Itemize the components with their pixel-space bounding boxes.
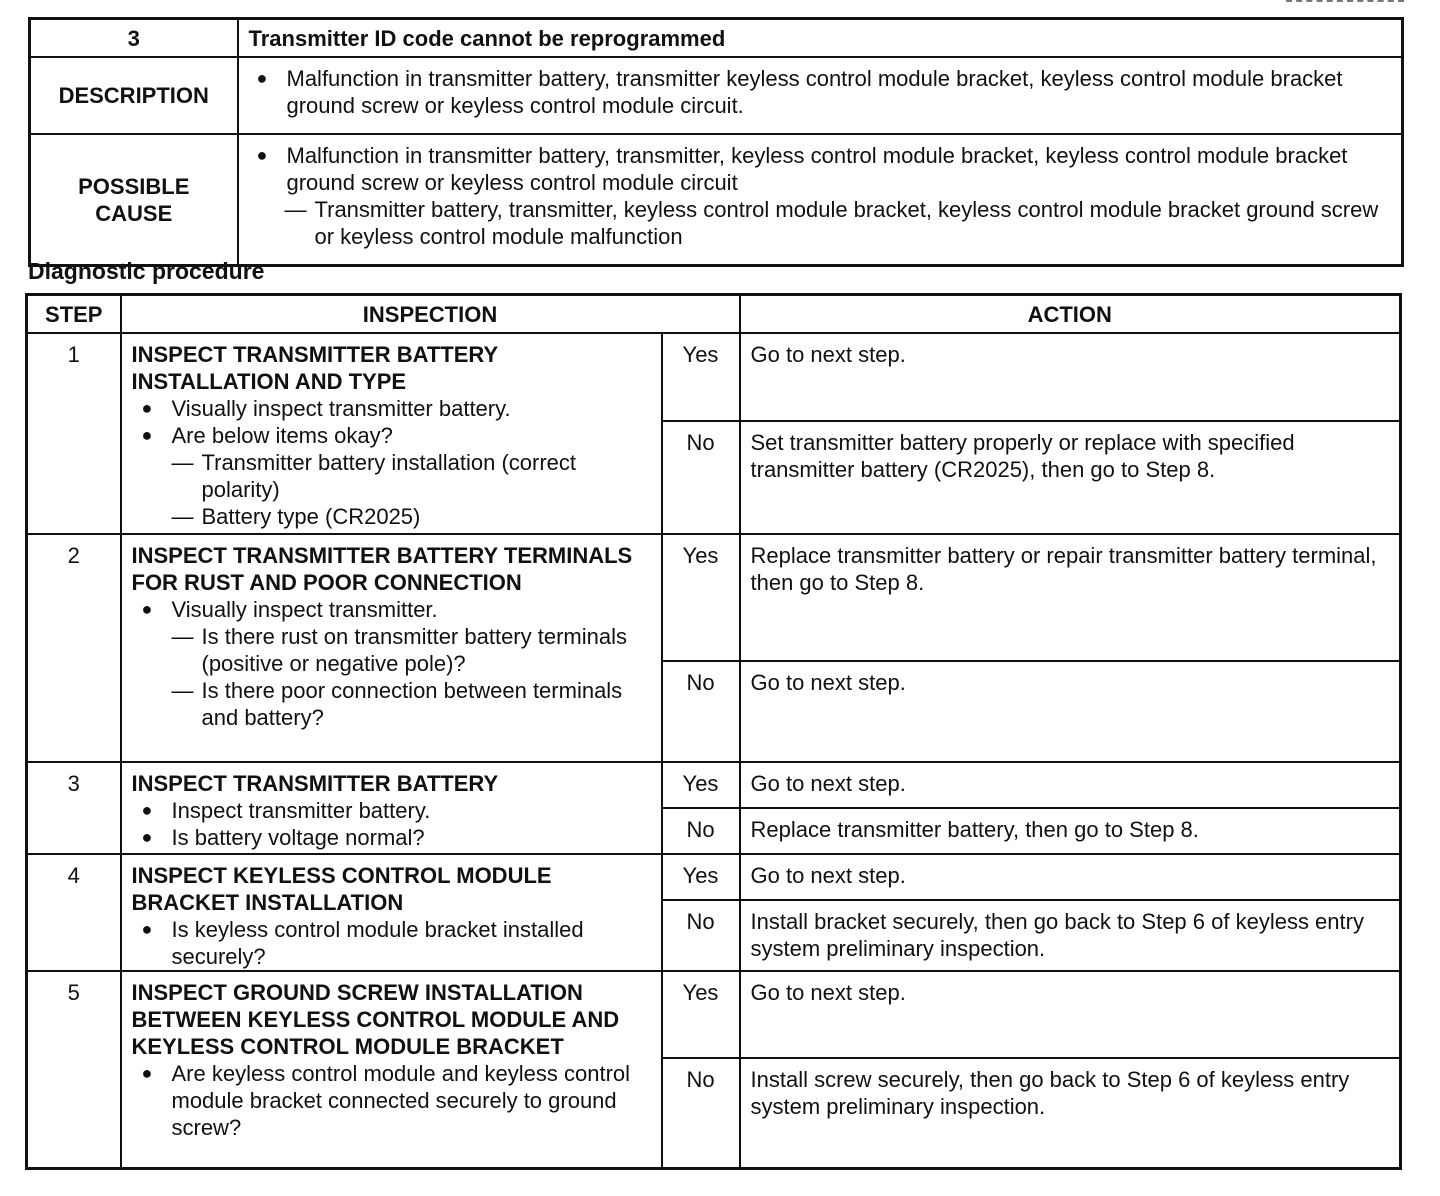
dash-icon: — <box>171 678 194 703</box>
inspection-subitem-text: Is there rust on transmitter battery terminals (positive or negative pole)? <box>201 624 627 676</box>
no-action: Go to next step. <box>740 661 1401 762</box>
inspection-subitem <box>132 677 653 731</box>
description-bullet <box>257 65 1392 119</box>
inspection-bullet <box>132 1060 653 1141</box>
bullet-icon: ● <box>141 827 153 847</box>
inspection-bullet-text: Is battery voltage normal? <box>171 825 425 850</box>
inspection-cell <box>121 534 662 762</box>
inspection-bullet-text: Visually inspect transmitter. <box>171 597 438 622</box>
table-row <box>27 762 1401 808</box>
inspection-bullet <box>132 395 653 422</box>
bullet-icon: ● <box>141 398 153 418</box>
possible-cause-label-line-2: CAUSE <box>95 200 173 226</box>
no-action: Install screw securely, then go back to Step 6 of keyless entry system preliminary inspection. <box>740 1058 1401 1168</box>
inspection-bullet <box>132 797 653 824</box>
inspection-heading: INSPECT TRANSMITTER BATTERY INSTALLATION AND TYPE <box>131 342 498 394</box>
inspection-heading: INSPECT GROUND SCREW INSTALLATION BETWEEN KEYLESS CONTROL MODULE AND KEYLESS CONTROL MODULE BRACKET <box>131 980 620 1059</box>
step-number: 3 <box>27 762 121 854</box>
dash-icon: — <box>171 504 194 529</box>
bullet-icon: ● <box>141 599 153 619</box>
inspection-subitem <box>132 623 653 677</box>
inspection-heading: INSPECT TRANSMITTER BATTERY <box>131 771 499 796</box>
page-corner-mark <box>1286 0 1404 5</box>
fault-info-table <box>28 17 1404 267</box>
description-text: Malfunction in transmitter battery, transmitter keyless control module bracket, keyless control module bracket ground screw or keyless control module circuit. <box>286 66 1343 118</box>
inspection-bullet-text: Visually inspect transmitter battery. <box>171 396 511 421</box>
no-action: Set transmitter battery properly or replace with specified transmitter battery (CR2025), then go to Step 8. <box>740 421 1401 534</box>
inspection-subitem-text: Is there poor connection between terminals and battery? <box>201 678 623 730</box>
description-row <box>30 57 1403 134</box>
fault-header-row <box>30 19 1403 58</box>
no-label: No <box>662 808 740 854</box>
cause-subitem <box>257 196 1392 250</box>
bullet-icon: ● <box>141 1063 153 1083</box>
yes-action: Go to next step. <box>740 971 1401 1058</box>
fault-number: 3 <box>30 19 238 58</box>
description-label: DESCRIPTION <box>30 57 238 134</box>
inspection-subitem-text: Battery type (CR2025) <box>201 504 421 529</box>
step-number: 2 <box>27 534 121 762</box>
table-row <box>27 971 1401 1058</box>
step-number: 1 <box>27 333 121 534</box>
possible-cause-label-line-1: POSSIBLE <box>78 173 190 199</box>
step-column-header: STEP <box>27 295 121 334</box>
action-column-header: ACTION <box>740 295 1401 334</box>
bullet-icon: ● <box>141 425 153 445</box>
inspection-cell <box>121 333 662 534</box>
no-label: No <box>662 421 740 534</box>
table-row <box>27 333 1401 421</box>
yes-action: Go to next step. <box>740 333 1401 421</box>
yes-label: Yes <box>662 534 740 661</box>
no-label: No <box>662 1058 740 1168</box>
diagnostic-table <box>25 293 1402 1170</box>
description-cell <box>238 57 1403 134</box>
dash-icon: — <box>171 450 194 475</box>
yes-action: Go to next step. <box>740 762 1401 808</box>
yes-action: Go to next step. <box>740 854 1401 900</box>
inspection-bullet-text: Is keyless control module bracket installed securely? <box>171 917 584 969</box>
inspection-bullet-text: Inspect transmitter battery. <box>171 798 431 823</box>
yes-label: Yes <box>662 762 740 808</box>
yes-label: Yes <box>662 333 740 421</box>
possible-cause-label <box>30 134 238 266</box>
step-number: 5 <box>27 971 121 1168</box>
bullet-icon: ● <box>256 145 268 165</box>
possible-cause-cell <box>238 134 1403 266</box>
cause-bullet <box>257 142 1392 196</box>
yes-label: Yes <box>662 854 740 900</box>
no-label: No <box>662 661 740 762</box>
inspection-heading: INSPECT TRANSMITTER BATTERY TERMINALS FOR RUST AND POOR CONNECTION <box>131 543 633 595</box>
section-title: Diagnostic procedure <box>28 258 265 284</box>
step-number: 4 <box>27 854 121 971</box>
inspection-bullet <box>132 916 653 970</box>
inspection-bullet <box>132 824 653 851</box>
fault-title: Transmitter ID code cannot be reprogrammed <box>238 19 1403 58</box>
inspection-subitem <box>132 503 653 530</box>
bullet-icon: ● <box>141 919 153 939</box>
inspection-cell <box>121 762 662 854</box>
no-action: Replace transmitter battery, then go to Step 8. <box>740 808 1401 854</box>
dash-icon: — <box>284 197 307 222</box>
inspection-column-header: INSPECTION <box>121 295 740 334</box>
no-action: Install bracket securely, then go back to Step 6 of keyless entry system preliminary inspection. <box>740 900 1401 971</box>
inspection-subitem <box>132 449 653 503</box>
table-row <box>27 854 1401 900</box>
bullet-icon: ● <box>141 800 153 820</box>
inspection-cell <box>121 854 662 971</box>
cause-subitem-text: Transmitter battery, transmitter, keyless control module bracket, keyless control module bracket ground screw or keyless control module malfunction <box>314 197 1379 249</box>
inspection-heading: INSPECT KEYLESS CONTROL MODULE BRACKET INSTALLATION <box>131 863 552 915</box>
yes-label: Yes <box>662 971 740 1058</box>
no-label: No <box>662 900 740 971</box>
inspection-subitem-text: Transmitter battery installation (correct polarity) <box>201 450 577 502</box>
cause-text: Malfunction in transmitter battery, transmitter, keyless control module bracket, keyless control module bracket ground screw or keyless control module circuit <box>286 143 1348 195</box>
inspection-bullet-text: Are below items okay? <box>171 423 393 448</box>
inspection-bullet-text: Are keyless control module and keyless control module bracket connected securely to ground screw? <box>171 1061 631 1140</box>
inspection-bullet <box>132 596 653 623</box>
bullet-icon: ● <box>256 68 268 88</box>
yes-action: Replace transmitter battery or repair transmitter battery terminal, then go to Step 8. <box>740 534 1401 661</box>
table-row <box>27 534 1401 661</box>
dash-icon: — <box>171 624 194 649</box>
possible-cause-row <box>30 134 1403 266</box>
diagnostic-header-row <box>27 295 1401 334</box>
inspection-bullet <box>132 422 653 449</box>
inspection-cell <box>121 971 662 1168</box>
